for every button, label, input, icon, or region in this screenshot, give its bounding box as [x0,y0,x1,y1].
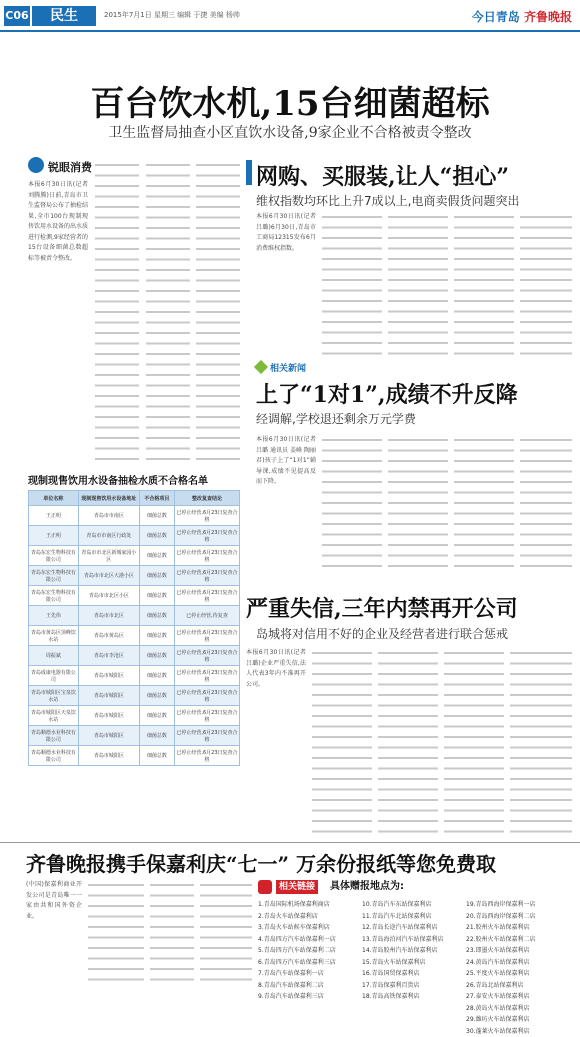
list-item: 18.青岛高铁保嘉利店 [362,991,464,1003]
cell-unit: 青岛顺德水业科技有限公司 [29,726,79,746]
th-address: 现制现售饮用水设备地址 [78,491,139,506]
cell-address: 青岛市市南区 [78,506,139,526]
cell-result: 已停止经营,6月23日复查合格 [174,506,239,526]
table-row [29,726,240,746]
cell-item: 细菌总数 [139,566,174,586]
brand-name: 齐鲁晚报 [524,10,572,24]
list-item: 1.青岛国际机场保嘉利商店 [258,899,360,911]
table-row [29,606,240,626]
story4-headline: 严重失信,三年内禁再开公司 [246,592,518,623]
table-row [29,666,240,686]
list-item: 2.青岛火车站保嘉利店 [258,911,360,923]
story4-column-3 [378,648,438,836]
lead-intro: 本报6月30日讯(记者 刘腾腾)日前,青岛市卫生监督局公布了抽检结果,全市100台现制现售饮用水设备的出水质进行检测,9家经营者的15台设备细菌总数超标等被责令整改。 [28,180,88,460]
th-unit: 单位名称 [29,491,79,506]
section-label: 民生 [32,6,96,26]
lead-column-2 [95,160,139,460]
links-column-3 [466,899,574,1037]
table-row [29,526,240,546]
cell-unit: 青岛顺德水业科技有限公司 [29,746,79,766]
table-header-row [29,491,240,506]
table-row [29,546,240,566]
list-item: 30.蓬莱火车站保嘉利店 [466,1026,574,1037]
story5-column-4 [200,880,252,985]
story3-column-5 [520,435,572,575]
lead-column-4 [196,160,240,460]
story3-intro: 本报6月30日讯(记者 吕璐 通讯员 姜峰 陶丽君)孩子上了“1对1”辅导课,成绩不见提高反而下降。 [256,435,316,575]
table-row [29,646,240,666]
page-header [0,0,580,34]
cell-item: 细菌总数 [139,686,174,706]
list-item: 8.青岛汽车站保嘉利二店 [258,980,360,992]
cell-unit: 周振斌 [29,646,79,666]
cell-item: 细菌总数 [139,506,174,526]
table-row [29,506,240,526]
cell-unit: 青岛东宏生物科技有限公司 [29,566,79,586]
story2-column-4 [454,212,514,362]
eye-icon [28,157,44,173]
cell-result: 已停止经营,6月23日复查合格 [174,566,239,586]
table-row [29,746,240,766]
lead-headline: 百台饮水机,15台细菌超标 [0,76,580,125]
cell-unit: 青岛东宏生物科技有限公司 [29,586,79,606]
table-row [29,586,240,606]
story5-headline: 齐鲁晚报携手保嘉利庆“七一” 万余份报纸等您免费取 [26,848,496,877]
list-item: 11.青岛汽车北站保嘉利店 [362,911,464,923]
list-item: 10.青岛汽车东站保嘉利店 [362,899,464,911]
cell-result: 已停止经营,6月23日复查合格 [174,746,239,766]
table-row [29,566,240,586]
cell-unit: 青岛成康电器有限公司 [29,666,79,686]
story3-tag-label: 相关新闻 [270,361,306,374]
cell-unit: 青岛市城阳区天泉饮水站 [29,706,79,726]
related-links-tag: 相关链接 [276,880,318,894]
cell-result: 已停止经营,6月23日复查合格 [174,526,239,546]
list-item: 12.青岛长途汽车站保嘉利店 [362,922,464,934]
cell-result: 已停止经营,6月23日复查合格 [174,626,239,646]
lead-column-3 [146,160,190,460]
cell-unit: 王正明 [29,506,79,526]
related-links-title: 具体赠报地点为: [330,880,404,894]
links-column-2 [362,899,464,1003]
story2-column-3 [388,212,448,362]
cell-result: 已停止经营,6月23日复查合格 [174,726,239,746]
column-tag-label: 锐眼消费 [48,159,92,175]
story5-intro: (中国)保嘉利商业开发公司是青岛唯一一家由共和国外资企业。 [26,880,82,985]
page-number: C06 [4,6,30,26]
story3-subhead: 经调解,学校退还剩余万元学费 [256,410,416,427]
cell-unit: 青岛市城阳区宝泉饮水站 [29,686,79,706]
table-row [29,706,240,726]
list-item: 26.青岛北站保嘉利店 [466,980,574,992]
story3-tag [256,360,316,376]
list-item: 24.黄岛汽车站保嘉利店 [466,957,574,969]
lead-subhead: 卫生监督局抽查小区直饮水设备,9家企业不合格被责令整改 [0,122,580,142]
cell-result: 已停止经营,6月23日复查合格 [174,666,239,686]
list-item: 29.潍坊火车站保嘉利店 [466,1014,574,1026]
cell-item: 细菌总数 [139,646,174,666]
cell-item: 细菌总数 [139,626,174,646]
cell-address: 青岛市李沧区 [78,646,139,666]
cell-item: 细菌总数 [139,726,174,746]
cell-address: 青岛市市北区 [78,606,139,626]
story5-column-2 [88,880,144,985]
cell-item: 细菌总数 [139,606,174,626]
cell-result: 已停止经营,6月23日复查合格 [174,646,239,666]
list-item: 16.青岛国贸保嘉利店 [362,968,464,980]
table-title: 现制现售饮用水设备抽检水质不合格名单 [28,472,208,487]
cell-unit: 王先伟 [29,606,79,626]
story3-column-4 [454,435,514,575]
related-links-header [258,880,558,896]
cell-unit: 王正明 [29,526,79,546]
inspection-table [28,490,240,766]
cell-result: 已停止经营,6月23日复查合格 [174,546,239,566]
story4-column-2 [312,648,372,836]
cell-address: 青岛市市北区小区 [78,586,139,606]
table-row [29,686,240,706]
list-item: 4.青岛四方汽车站保嘉利一店 [258,934,360,946]
list-item: 9.青岛汽车站保嘉利三店 [258,991,360,1003]
th-item: 不合格项目 [139,491,174,506]
th-result: 整改复查结论 [174,491,239,506]
table-row [29,626,240,646]
story2-intro: 本报6月30日讯(记者 吕璐)6月30日,青岛市工商局12315发布6月消费维权指数。 [256,212,316,362]
list-item: 22.胶州火车站保嘉利二店 [466,934,574,946]
story2-accent [246,160,252,185]
list-item: 25.平度火车站保嘉利店 [466,968,574,980]
leaf-icon [254,360,268,374]
cell-item: 细菌总数 [139,586,174,606]
cell-address: 青岛市城阳区 [78,686,139,706]
story4-intro: 本报6月30日讯(记者 吕璐)企业严重失信,法人代表3年内不准再开公司。 [246,648,306,836]
story3-column-3 [388,435,448,575]
cell-address: 青岛市城阳区 [78,666,139,686]
link-icon [258,880,272,894]
story2-subhead: 维权指数均环比上升7成以上,电商卖假货问题突出 [256,192,519,209]
cell-address: 青岛市黄岛区 [78,626,139,646]
cell-item: 细菌总数 [139,746,174,766]
list-item: 5.青岛四方汽车站保嘉利二店 [258,945,360,957]
cell-item: 细菌总数 [139,666,174,686]
cell-item: 细菌总数 [139,526,174,546]
cell-unit: 青岛市黄岛区顶峰饮水站 [29,626,79,646]
list-item: 27.泰安火车站保嘉利店 [466,991,574,1003]
cell-address: 青岛市城阳区 [78,746,139,766]
list-item: 19.青岛西海岸保嘉利一店 [466,899,574,911]
issue-meta: 2015年7月1日 星期三 编辑 于捷 美编 杨帅 [104,10,240,20]
cell-address: 青岛市城阳区 [78,726,139,746]
cell-item: 细菌总数 [139,706,174,726]
story4-column-5 [510,648,572,836]
list-item: 21.胶州火车站保嘉利店 [466,922,574,934]
cell-address: 青岛市市北区新城家园小区 [78,546,139,566]
brand-prefix: 今日青岛 [472,10,520,24]
story3-column-2 [322,435,382,575]
links-column-1 [258,899,360,1003]
list-item: 20.青岛西海岸保嘉利二店 [466,911,574,923]
list-item: 7.青岛汽车站保嘉利一店 [258,968,360,980]
cell-result: 已停止经营,待复查 [174,606,239,626]
story2-column-2 [322,212,382,362]
list-item: 28.黄岛火车站保嘉利店 [466,1003,574,1015]
cell-unit: 青岛东宏生物科技有限公司 [29,546,79,566]
story2-headline: 网购、买服装,让人“担心” [256,160,509,191]
story5-column-3 [150,880,194,985]
cell-result: 已停止经营,6月23日复查合格 [174,586,239,606]
header-rule [0,30,580,32]
list-item: 14.青岛胶州汽车站保嘉利店 [362,945,464,957]
story3-headline: 上了“1对1”,成绩不升反降 [256,378,518,409]
list-item: 13.青岛海泊河汽车站保嘉利店 [362,934,464,946]
cell-item: 细菌总数 [139,546,174,566]
cell-address: 青岛市市南区行政处 [78,526,139,546]
list-item: 15.青岛火车站保嘉利店 [362,957,464,969]
bottom-section-rule [0,842,580,843]
list-item: 23.即墨火车站保嘉利店 [466,945,574,957]
story4-column-4 [444,648,504,836]
cell-result: 已停止经营,6月23日复查合格 [174,686,239,706]
cell-address: 青岛市市北区大港小区 [78,566,139,586]
story2-column-5 [520,212,572,362]
masthead-brand [472,8,572,25]
story4-subhead: 岛城将对信用不好的企业及经营者进行联合惩戒 [256,625,508,642]
cell-result: 已停止经营,6月23日复查合格 [174,706,239,726]
list-item: 6.青岛四方汽车站保嘉利三店 [258,957,360,969]
list-item: 3.青岛火车站候车保嘉利店 [258,922,360,934]
cell-address: 青岛市城阳区 [78,706,139,726]
list-item: 17.青岛保嘉利百货店 [362,980,464,992]
